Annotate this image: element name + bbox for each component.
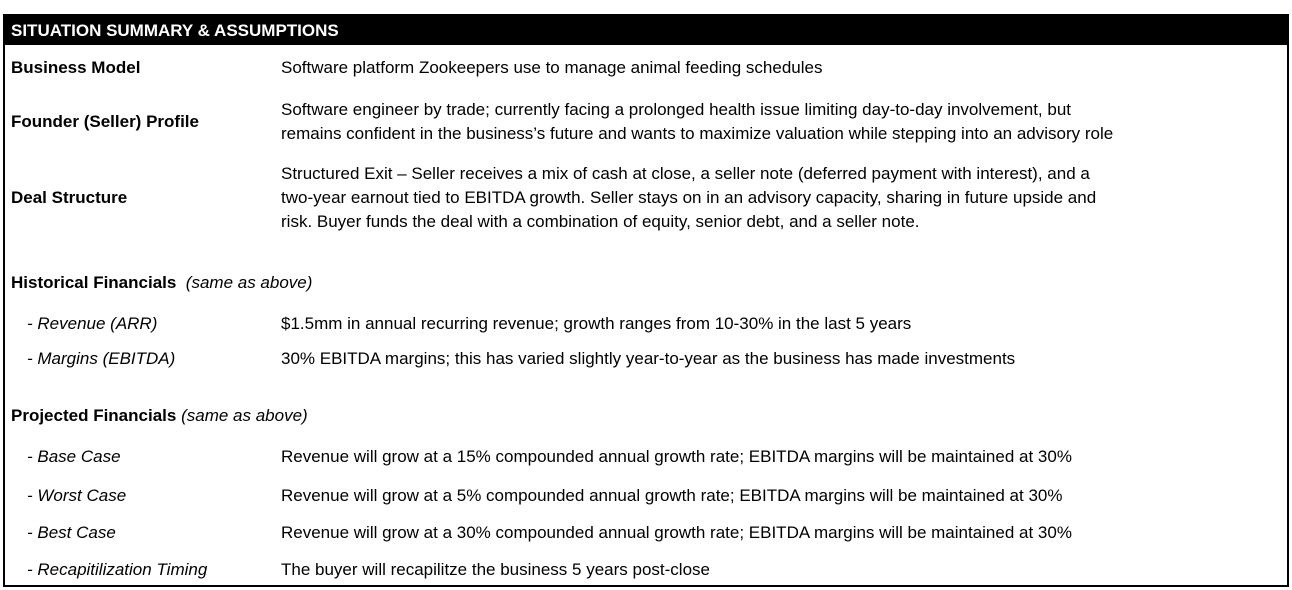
base-case-label: - Base Case (27, 447, 121, 466)
deal-structure-row (5, 162, 1287, 234)
revenue-arr-label: - Revenue (ARR) (27, 314, 158, 333)
business-model-label: Business Model (11, 58, 141, 77)
historical-financials-note: (same as above) (185, 273, 313, 292)
projected-financials-label: Projected Financials (11, 406, 177, 425)
deal-structure-line-2: two-year earnout tied to EBITDA growth. Seller stays on in an advisory capacity, sharing in future upside and (281, 188, 1097, 207)
worst-case-value: Revenue will grow at a 5% compounded annual growth rate; EBITDA margins will be maintained at 30% (281, 486, 1063, 505)
deal-structure-line-3: risk. Buyer funds the deal with a combination of equity, senior debt, and a seller note. (281, 212, 920, 231)
best-case-label: - Best Case (27, 523, 116, 542)
founder-profile-label: Founder (Seller) Profile (11, 112, 199, 131)
revenue-arr-value: $1.5mm in annual recurring revenue; growth ranges from 10-30% in the last 5 years (281, 314, 912, 333)
recap-timing-label: - Recapitilization Timing (27, 560, 208, 579)
deal-structure-label: Deal Structure (11, 188, 128, 207)
recap-timing-value: The buyer will recapilitze the business 5 years post-close (281, 560, 710, 579)
best-case-value: Revenue will grow at a 30% compounded annual growth rate; EBITDA margins will be maintained at 30% (281, 523, 1072, 542)
founder-profile-line-1: Software engineer by trade; currently facing a prolonged health issue limiting day-to-day involvement, but (281, 100, 1071, 119)
historical-financials-label: Historical Financials (11, 273, 177, 292)
historical-financials-heading (11, 271, 312, 295)
margins-ebitda-value: 30% EBITDA margins; this has varied slightly year-to-year as the business has made investments (281, 349, 1016, 368)
projected-financials-heading (11, 404, 308, 428)
section-title: SITUATION SUMMARY & ASSUMPTIONS (5, 16, 1287, 45)
worst-case-label: - Worst Case (27, 486, 127, 505)
deal-structure-line-1: Structured Exit – Seller receives a mix of cash at close, a seller note (deferred payment with interest), and a (281, 164, 1090, 183)
business-model-value: Software platform Zookeepers use to manage animal feeding schedules (281, 58, 823, 77)
situation-summary-table (3, 14, 1289, 587)
founder-profile-row (5, 98, 1287, 146)
founder-profile-line-2: remains confident in the business’s future and wants to maximize valuation while stepping into an advisory role (281, 124, 1114, 143)
margins-ebitda-label: - Margins (EBITDA) (27, 349, 176, 368)
projected-financials-note: (same as above) (181, 406, 308, 425)
base-case-value: Revenue will grow at a 15% compounded annual growth rate; EBITDA margins will be maintained at 30% (281, 447, 1072, 466)
